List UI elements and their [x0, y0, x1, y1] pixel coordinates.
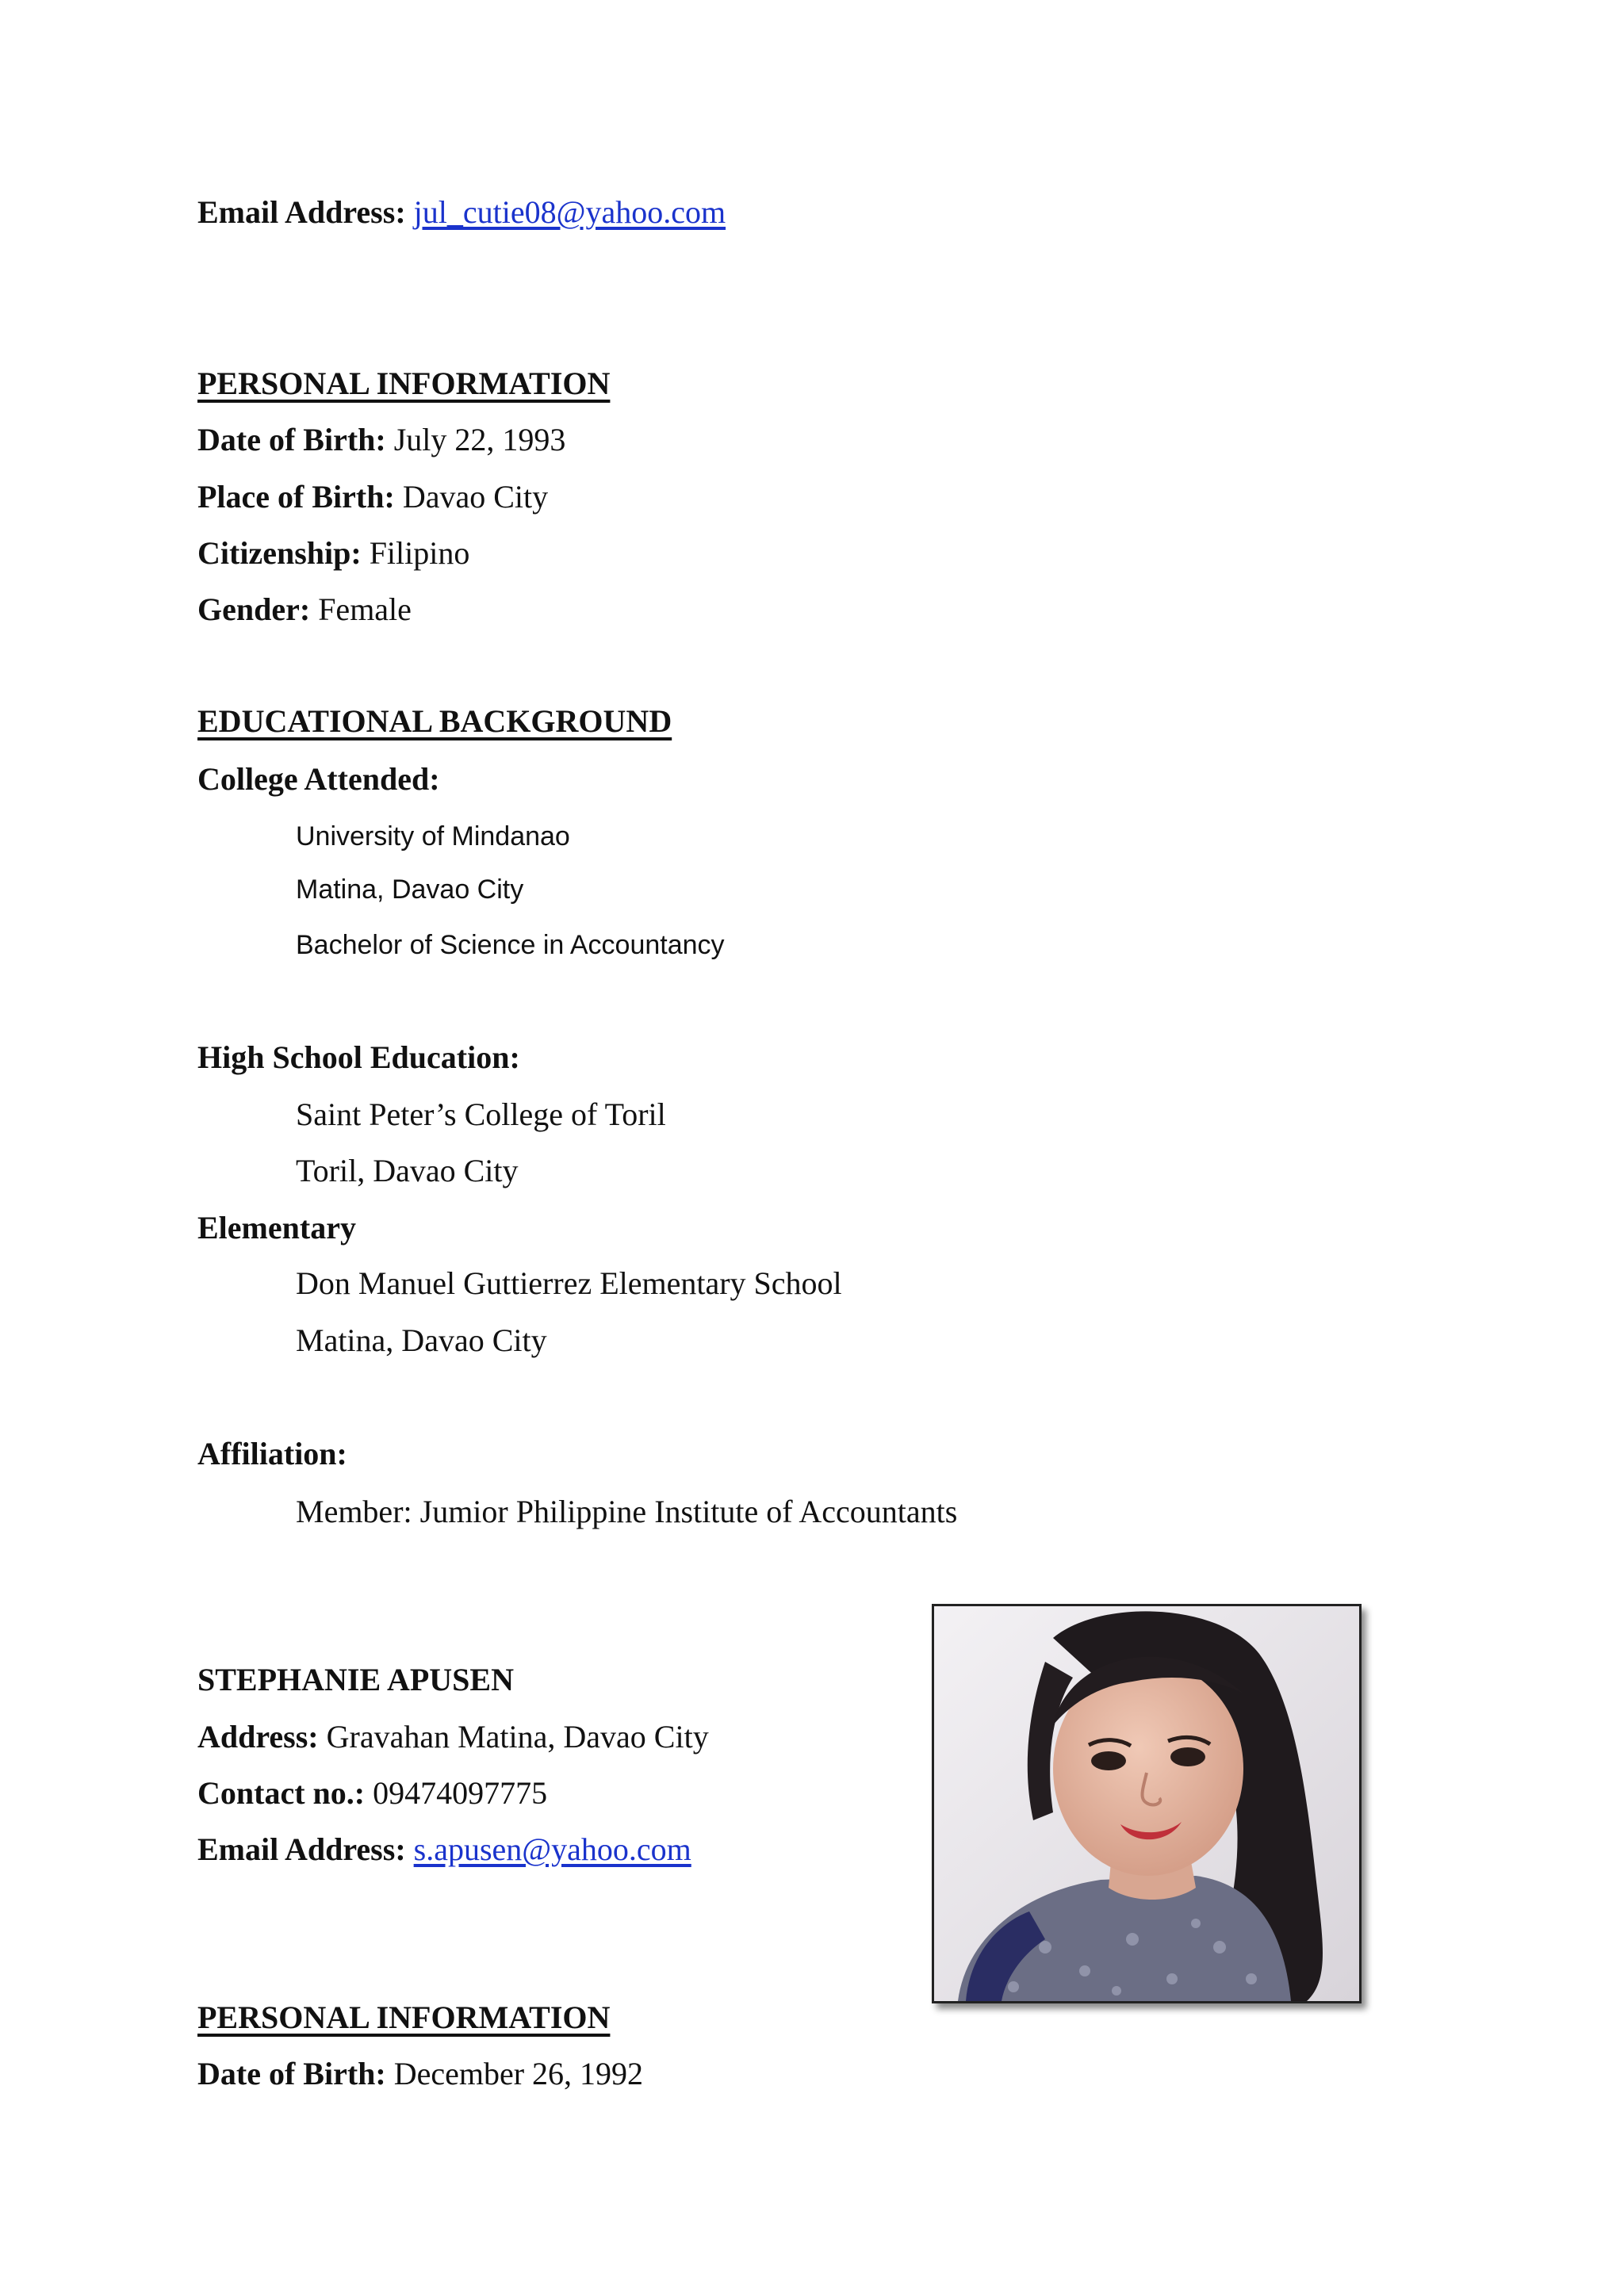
citizenship-label: Citizenship: — [197, 535, 362, 571]
affiliation-value: Member: Jumior Philippine Institute of Accountants — [296, 1494, 958, 1529]
address-row — [197, 1718, 709, 1756]
college-label: College Attended: — [197, 761, 440, 797]
pob-label: Place of Birth: — [197, 479, 395, 515]
college-line: Bachelor of Science in Accountancy — [296, 930, 725, 960]
college-line: Matina, Davao City — [296, 874, 524, 905]
email-label: Email Address: — [197, 194, 406, 230]
contact-value: 09474097775 — [373, 1775, 548, 1811]
email-label: Email Address: — [197, 1831, 406, 1867]
address-value: Gravahan Matina, Davao City — [326, 1719, 709, 1755]
dob-row — [197, 421, 565, 459]
section-heading-personal: PERSONAL INFORMATION — [197, 365, 611, 401]
gender-label: Gender: — [197, 591, 311, 627]
citizenship-row — [197, 534, 469, 572]
elementary-label: Elementary — [197, 1210, 356, 1246]
dob-row — [197, 2055, 643, 2093]
highschool-line: Saint Peter’s College of Toril — [296, 1096, 666, 1132]
elementary-line: Matina, Davao City — [296, 1322, 547, 1358]
elementary-line: Don Manuel Guttierrez Elementary School — [296, 1265, 842, 1301]
section-heading-personal: PERSONAL INFORMATION — [197, 1999, 611, 2035]
dob-value: December 26, 1992 — [393, 2056, 644, 2091]
highschool-label: High School Education: — [197, 1039, 520, 1075]
email-row — [197, 193, 726, 232]
address-label: Address: — [197, 1719, 319, 1755]
gender-row — [197, 591, 412, 629]
contact-row — [197, 1774, 547, 1812]
email-link[interactable]: jul_cutie08@yahoo.com — [413, 194, 726, 230]
dob-label: Date of Birth: — [197, 2056, 386, 2091]
portrait-image — [934, 1606, 1359, 2001]
pob-row — [197, 478, 548, 516]
profile-photo — [932, 1604, 1362, 2003]
section-heading-education: EDUCATIONAL BACKGROUND — [197, 703, 672, 739]
pob-value: Davao City — [402, 479, 549, 515]
email-row — [197, 1831, 691, 1869]
affiliation-label: Affiliation: — [197, 1436, 347, 1471]
dob-label: Date of Birth: — [197, 422, 386, 457]
email-link[interactable]: s.apusen@yahoo.com — [413, 1831, 691, 1867]
person-name: STEPHANIE APUSEN — [197, 1662, 514, 1697]
highschool-line: Toril, Davao City — [296, 1153, 519, 1188]
gender-value: Female — [318, 591, 412, 627]
dob-value: July 22, 1993 — [393, 422, 566, 457]
contact-label: Contact no.: — [197, 1775, 366, 1811]
college-line: University of Mindanao — [296, 821, 570, 851]
citizenship-value: Filipino — [369, 535, 470, 571]
